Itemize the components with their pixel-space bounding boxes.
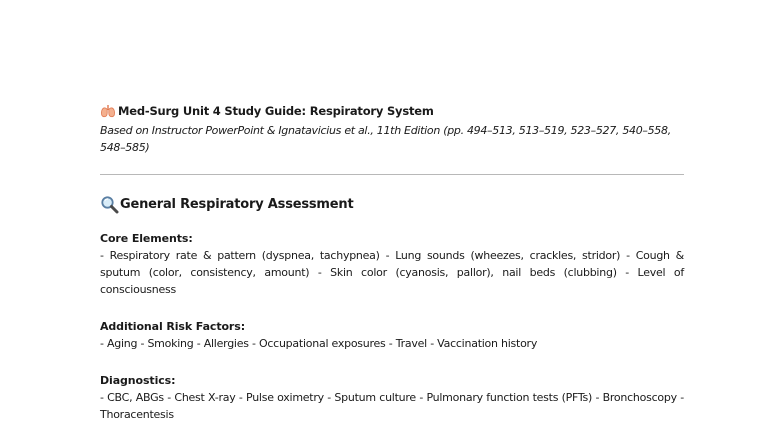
diagnostics-block [100,372,684,423]
risk-factors-label: Additional Risk Factors: [100,320,246,333]
document-title-row [100,104,434,118]
core-elements-block [100,230,684,298]
diagnostics-label: Diagnostics: [100,374,176,387]
diagnostics-text: - CBC, ABGs - Chest X-ray - Pulse oximetry - Sputum culture - Pulmonary function tests (PFTs) - Bronchoscopy - Thoracentesis [100,391,684,421]
document-title: Med-Surg Unit 4 Study Guide: Respiratory System [118,104,434,118]
section-title: General Respiratory Assessment [120,197,354,212]
magnifier-icon [100,195,119,214]
risk-factors-text: - Aging - Smoking - Allergies - Occupational exposures - Travel - Vaccination history [100,337,538,350]
section-heading-row [100,195,353,214]
lungs-icon [100,104,116,118]
document-subtitle: Based on Instructor PowerPoint & Ignatavicius et al., 11th Edition (pp. 494–513, 513–519, 523–527, 540–558, 548–585) [100,124,671,154]
section-divider [100,174,684,175]
core-elements-text: - Respiratory rate & pattern (dyspnea, tachypnea) - Lung sounds (wheezes, crackles, stridor) - Cough & sputum (color, consistency, amount) - Skin color (cyanosis, pallor), nail beds (clubbing) - Level of consciousness [100,249,684,296]
core-elements-label: Core Elements: [100,232,193,245]
risk-factors-block [100,318,684,352]
